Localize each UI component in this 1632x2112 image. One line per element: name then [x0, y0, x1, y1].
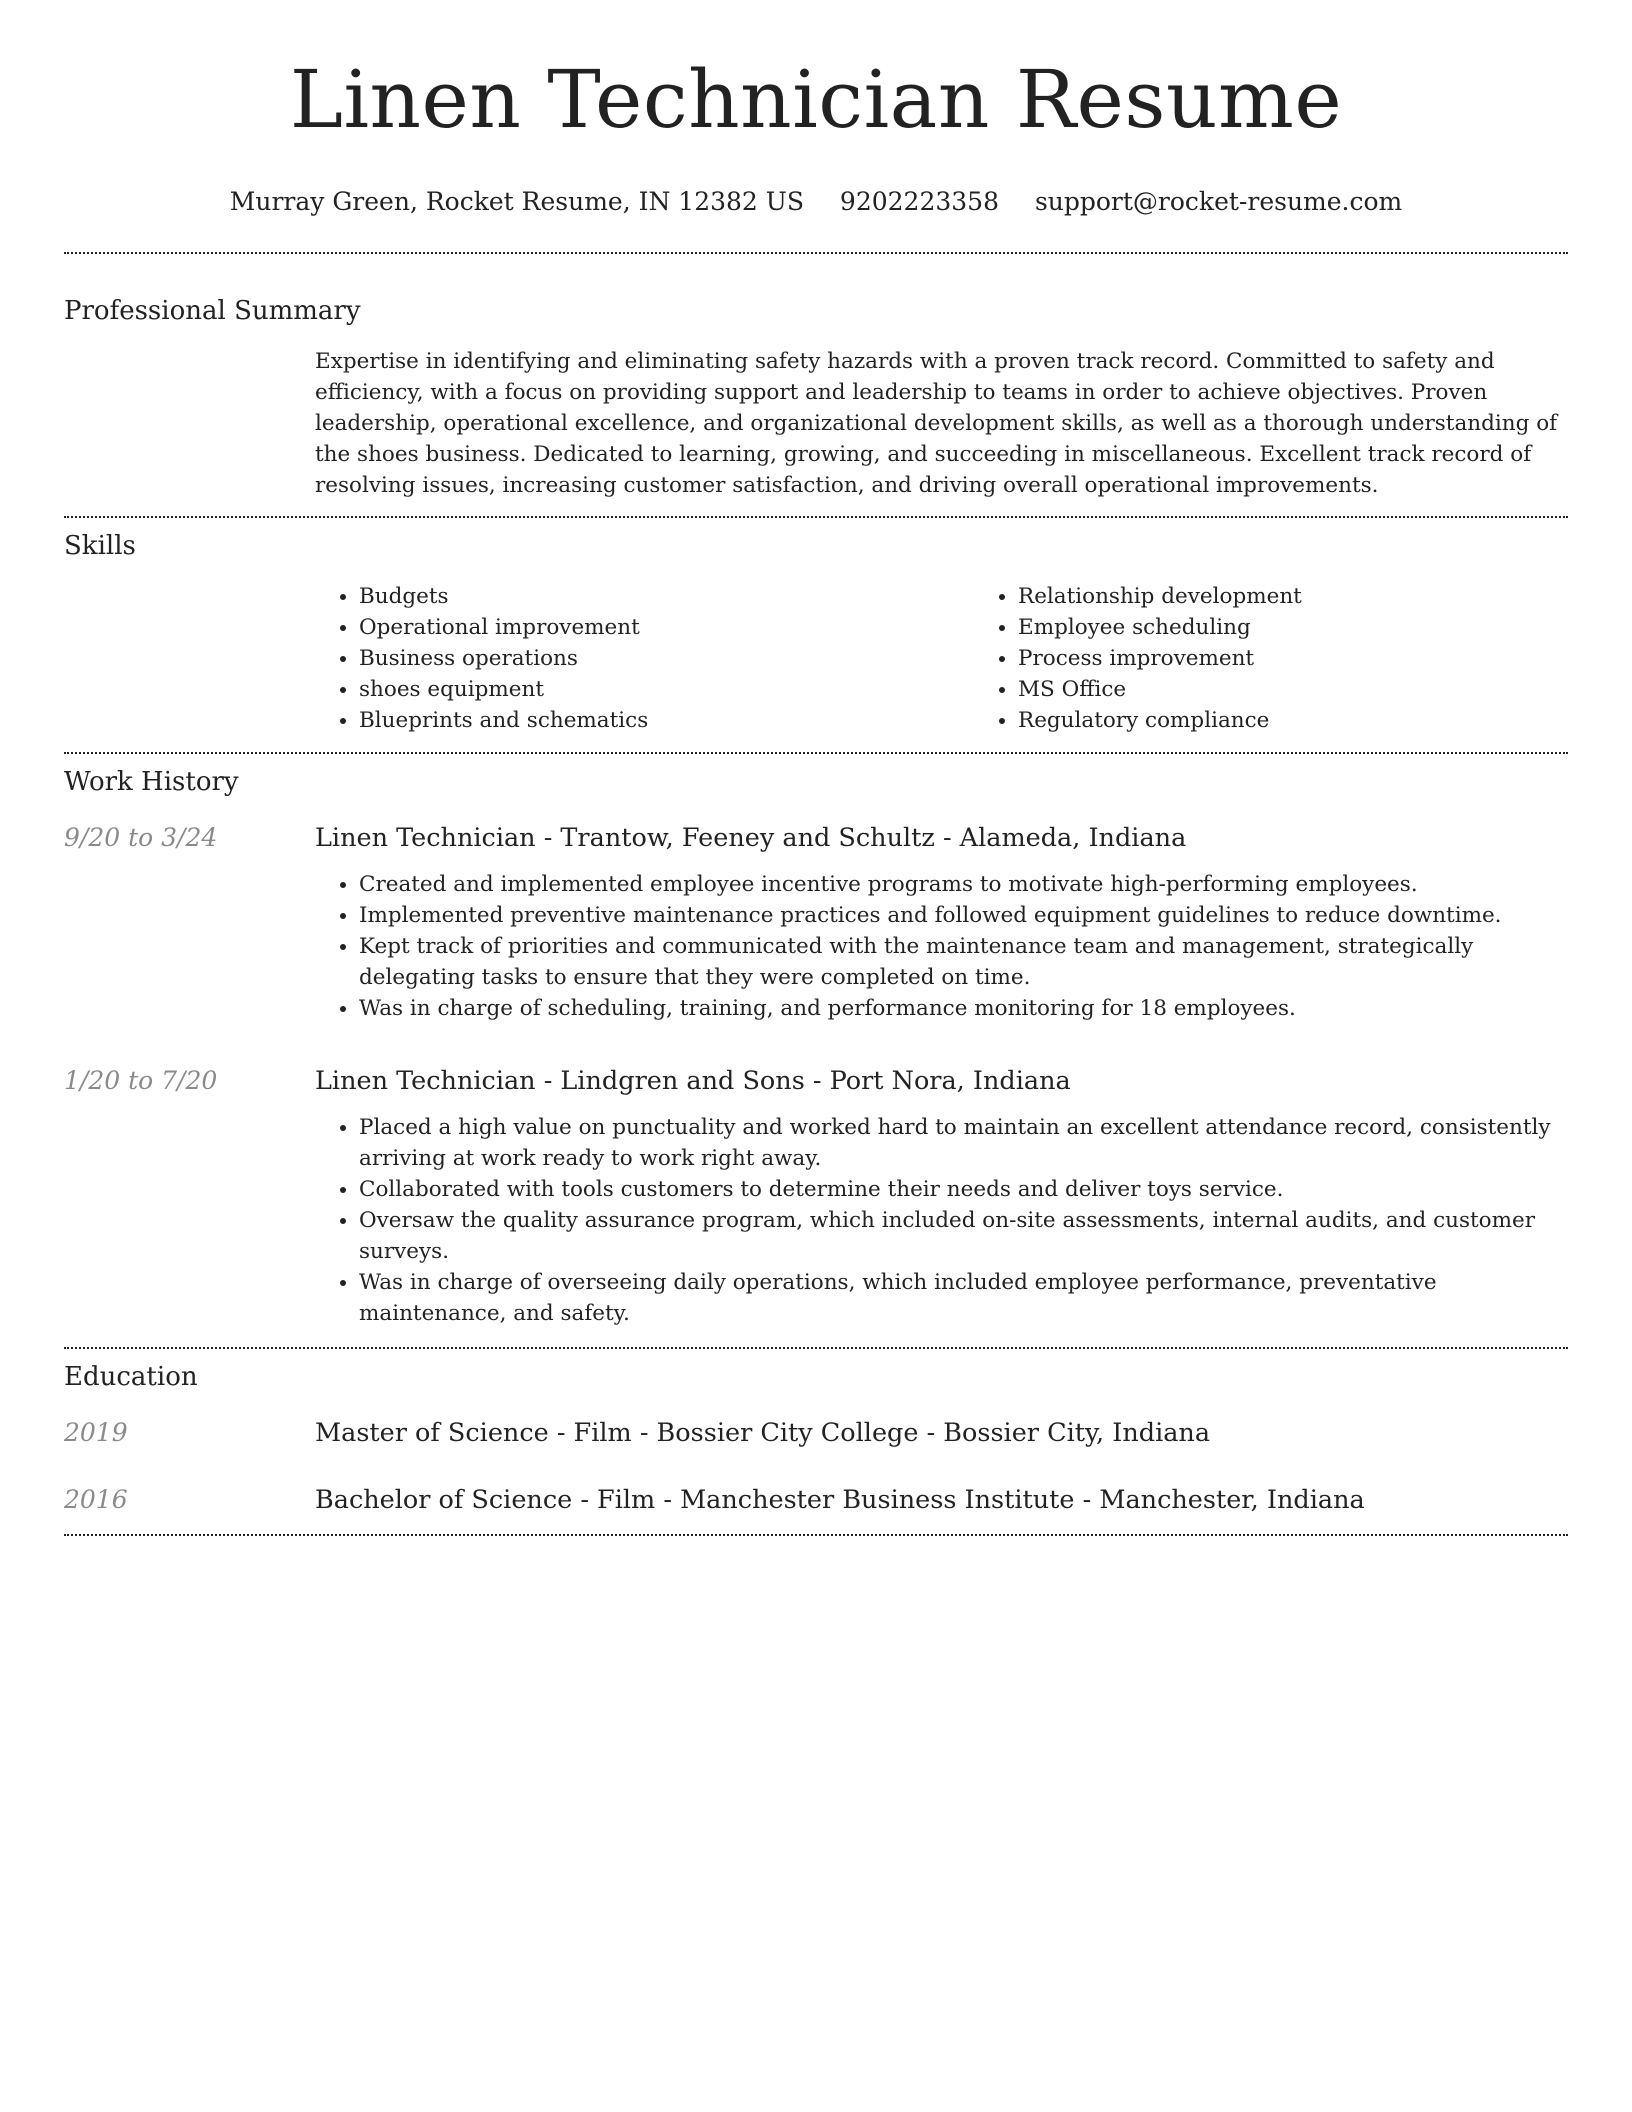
job-dates: 1/20 to 7/20: [64, 1066, 218, 1095]
job-bullets: [315, 869, 1568, 1024]
education-degree: Master of Science - Film - Bossier City College - Bossier City, Indiana: [315, 1418, 1211, 1448]
skill-item: • Regulatory compliance: [1018, 705, 1632, 736]
job-bullet: • Placed a high value on punctuality and worked hard to maintain an excellent attendance record, consistently arriving at work ready to work right away.: [359, 1112, 1568, 1174]
education-entry: [64, 1416, 1568, 1450]
job-title: Linen Technician - Trantow, Feeney and Schultz - Alameda, Indiana: [315, 823, 1187, 853]
contact-line: [64, 186, 1568, 218]
summary-left-spacer: [64, 346, 315, 501]
skills-left-spacer: [64, 581, 315, 736]
education-content: [315, 1416, 1568, 1450]
job-entry: [64, 821, 1568, 1024]
page-title: Linen Technician Resume: [289, 53, 1343, 146]
job-bullet: • Created and implemented employee incentive programs to motivate high-performing employees.: [359, 869, 1568, 900]
job-bullet: • Kept track of priorities and communicated with the maintenance team and management, strategically delegating tasks to ensure that they were completed on time.: [359, 931, 1568, 993]
summary-content: [315, 346, 1568, 501]
job-bullet: • Was in charge of overseeing daily operations, which included employee performance, preventative maintenance, and safety.: [359, 1267, 1568, 1329]
job-bullet: • Collaborated with tools customers to determine their needs and deliver toys service.: [359, 1174, 1568, 1205]
skill-item: • Operational improvement: [359, 612, 974, 643]
education-heading: Education: [64, 1362, 198, 1392]
job-bullets: [315, 1112, 1568, 1329]
education-content: [315, 1483, 1568, 1517]
skill-item: • shoes equipment: [359, 674, 974, 705]
divider: [64, 1534, 1568, 1536]
job-entry: [64, 1064, 1568, 1329]
job-bullet: • Was in charge of scheduling, training, and performance monitoring for 18 employees.: [359, 993, 1568, 1024]
summary-text: Expertise in identifying and eliminating safety hazards with a proven track record. Committed to safety and efficiency, with a focus on providing support and leadership to teams in order to achieve objectives. Proven leadership, operational excellence, and organizational development skills, as well as a thorough understanding of the shoes business. Dedicated to learning, growing, and succeeding in miscellaneous. Excellent track record of resolving issues, increasing customer satisfaction, and driving overall operational improvements.: [315, 349, 1558, 498]
resume-page: [64, 0, 1568, 1536]
skill-item: • Budgets: [359, 581, 974, 612]
skills-grid: [315, 581, 1632, 736]
divider: [64, 752, 1568, 754]
skill-item: • Business operations: [359, 643, 974, 674]
skill-item: • Process improvement: [1018, 643, 1632, 674]
job-bullet: • Oversaw the quality assurance program, which included on-site assessments, internal audits, and customer surveys.: [359, 1205, 1568, 1267]
education-entry: [64, 1483, 1568, 1517]
skills-row: [64, 581, 1568, 736]
skills-list-right: [974, 581, 1632, 736]
divider: [64, 516, 1568, 518]
job-content: [315, 1064, 1568, 1329]
skills-list-left: [315, 581, 974, 736]
job-dates: 9/20 to 3/24: [64, 823, 218, 852]
work-heading: Work History: [64, 767, 239, 797]
job-content: [315, 821, 1568, 1024]
skill-item: • Relationship development: [1018, 581, 1632, 612]
skill-item: • Blueprints and schematics: [359, 705, 974, 736]
education-year: 2016: [64, 1485, 128, 1514]
contact-address: Murray Green, Rocket Resume, IN 12382 US: [229, 187, 804, 216]
job-title: Linen Technician - Lindgren and Sons - Port Nora, Indiana: [315, 1066, 1071, 1096]
education-year: 2019: [64, 1418, 128, 1447]
skill-item: • MS Office: [1018, 674, 1632, 705]
contact-phone: 9202223358: [839, 187, 999, 216]
divider: [64, 252, 1568, 254]
divider: [64, 1347, 1568, 1349]
job-bullet: • Implemented preventive maintenance practices and followed equipment guidelines to reduce downtime.: [359, 900, 1568, 931]
summary-row: [64, 346, 1568, 501]
education-degree: Bachelor of Science - Film - Manchester Business Institute - Manchester, Indiana: [315, 1485, 1365, 1515]
skill-item: • Employee scheduling: [1018, 612, 1632, 643]
summary-heading: Professional Summary: [64, 296, 361, 326]
contact-email: support@rocket-resume.com: [1034, 187, 1403, 216]
skills-heading: Skills: [64, 531, 136, 561]
